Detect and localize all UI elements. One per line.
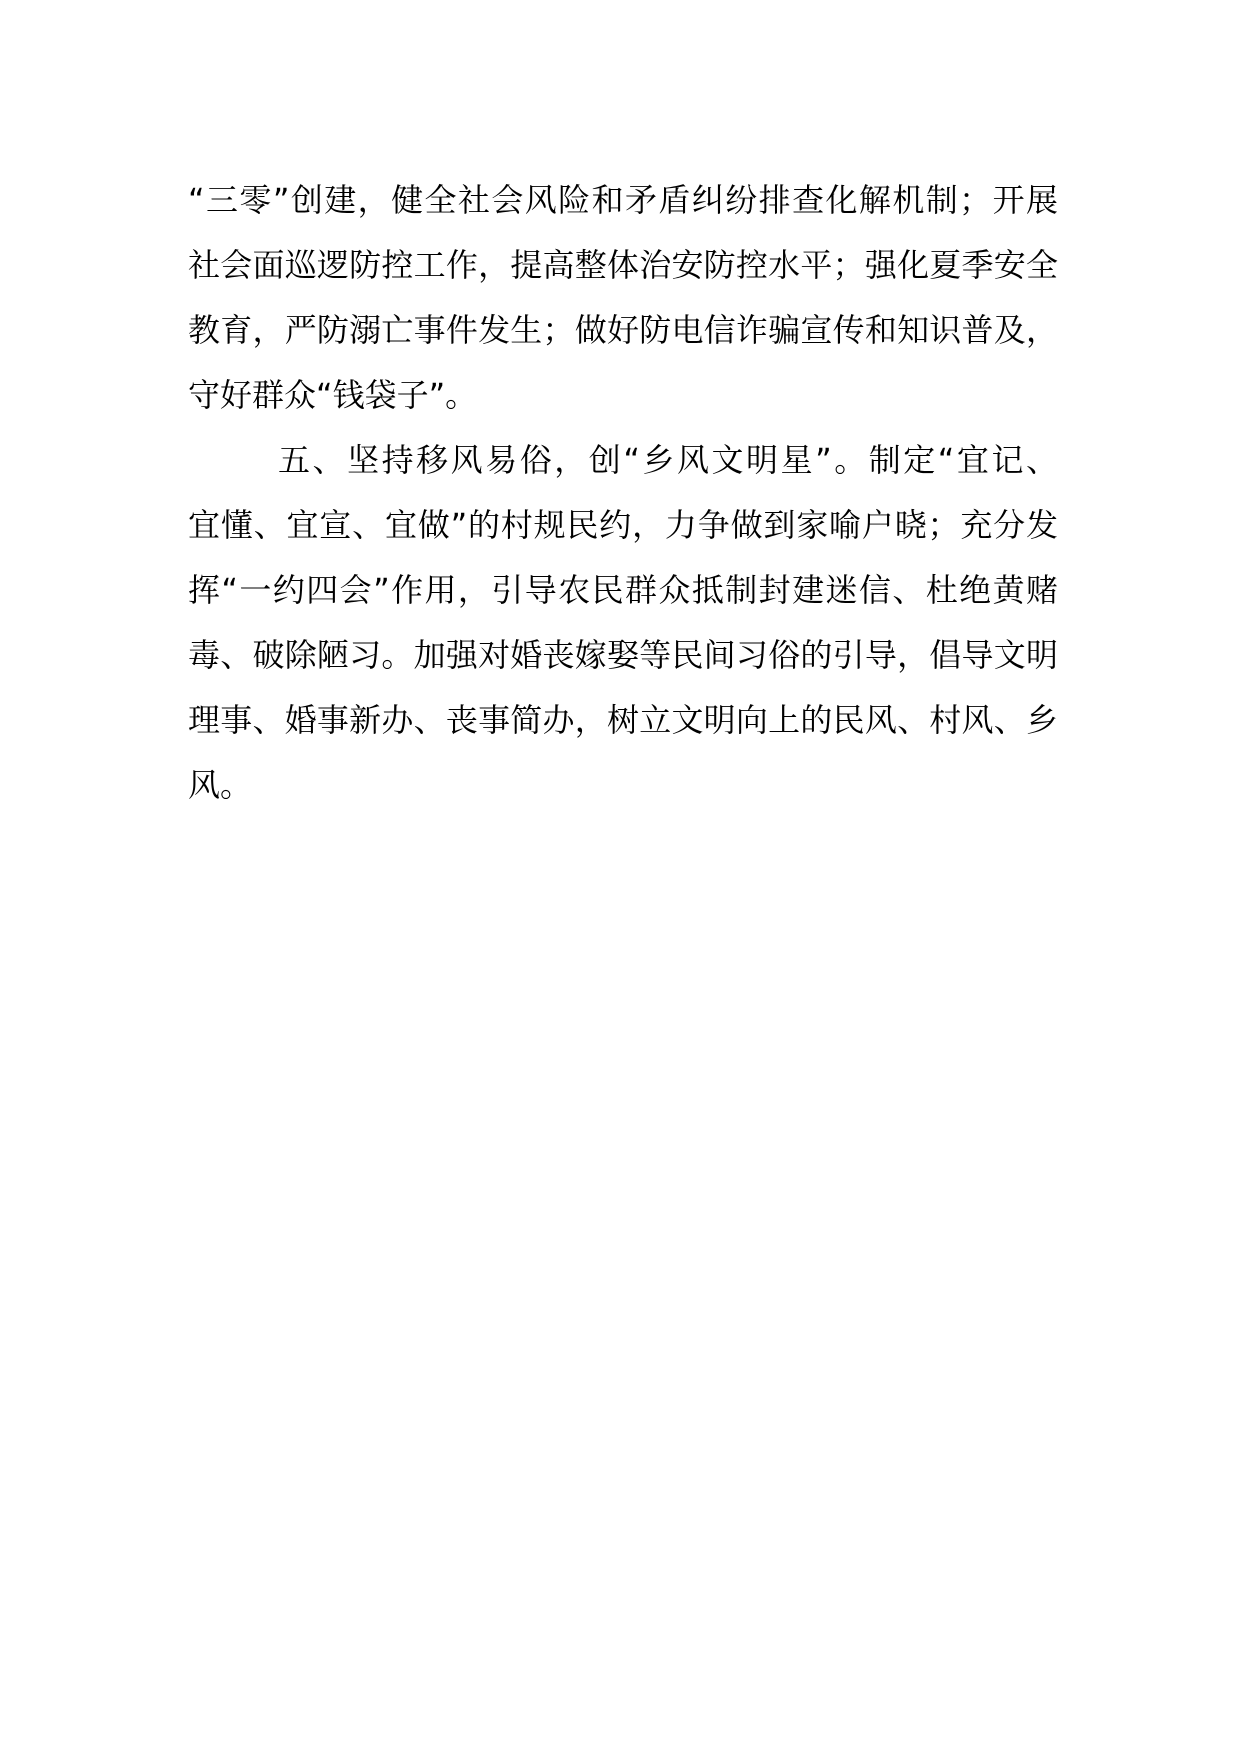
paragraph-public-security	[188, 168, 1058, 428]
text-line: 毒、破除陋习。加强对婚丧嫁娶等民间习俗的引导，倡导文明	[188, 636, 1058, 674]
text-line: 守好群众“钱袋子”。	[188, 376, 478, 414]
text-line: 风。	[188, 766, 253, 804]
text-line: 宜懂、宜宣、宜做”的村规民约，力争做到家喻户晓；充分发	[188, 506, 1058, 544]
paragraph-section-five	[188, 428, 1058, 818]
text-line: 理事、婚事新办、丧事简办，树立文明向上的民风、村风、乡	[188, 701, 1058, 739]
text-line: “三零”创建，健全社会风险和矛盾纠纷排查化解机制；开展	[188, 181, 1058, 219]
document-body	[188, 168, 1058, 818]
text-line-heading: 五、坚持移风易俗，创“乡风文明星”。制定“宜记、	[278, 441, 1058, 479]
text-line: 挥“一约四会”作用，引导农民群众抵制封建迷信、杜绝黄赌	[188, 571, 1058, 609]
text-line: 社会面巡逻防控工作，提高整体治安防控水平；强化夏季安全	[188, 246, 1058, 284]
text-line: 教育，严防溺亡事件发生；做好防电信诈骗宣传和知识普及，	[188, 311, 1058, 349]
